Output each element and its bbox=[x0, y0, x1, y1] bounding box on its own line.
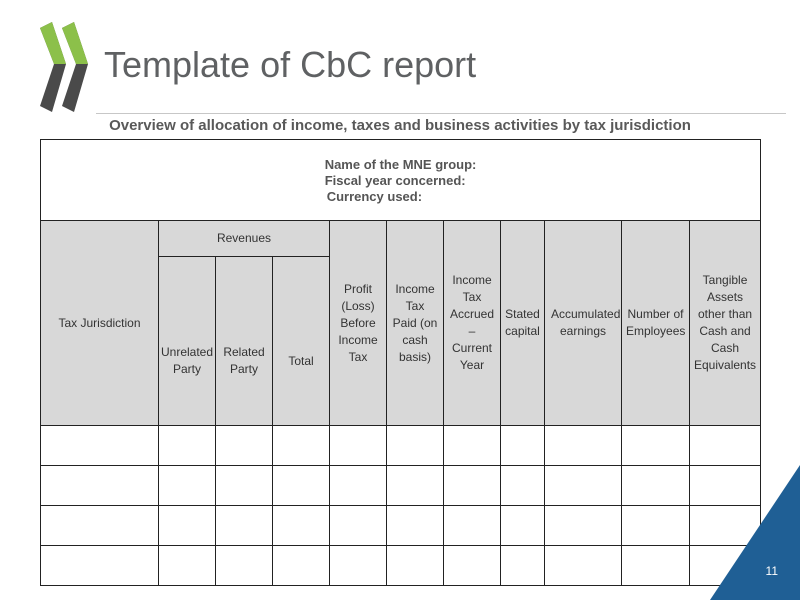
oecd-logo-icon bbox=[40, 22, 88, 112]
table-caption: Overview of allocation of income, taxes and business activities by tax jurisdiction bbox=[109, 117, 691, 134]
mne-info-cell bbox=[41, 140, 761, 221]
title-divider bbox=[96, 113, 786, 114]
page-title: Template of CbC report bbox=[104, 44, 477, 85]
col-header-income-tax-accrued: Income Tax Accrued – Current Year bbox=[444, 221, 501, 426]
corner-accent-triangle bbox=[710, 465, 800, 600]
table-row bbox=[41, 506, 761, 546]
col-header-stated-capital: Stated capital bbox=[501, 221, 545, 426]
col-header-income-tax-paid: Income Tax Paid (on cash basis) bbox=[387, 221, 444, 426]
table-row bbox=[41, 546, 761, 586]
col-header-tax-jurisdiction: Tax Jurisdiction bbox=[41, 221, 159, 426]
col-header-related-party: Related Party bbox=[216, 257, 273, 426]
table-row bbox=[41, 466, 761, 506]
col-header-accumulated-earnings: Accumulated earnings bbox=[545, 221, 622, 426]
mne-name-label: Name of the MNE group: bbox=[324, 157, 477, 172]
page-number: 11 bbox=[765, 564, 778, 578]
col-header-total: Total bbox=[273, 257, 330, 426]
col-header-profit-loss: Profit (Loss) Before Income Tax bbox=[330, 221, 387, 426]
fiscal-year-label: Fiscal year concerned: bbox=[324, 173, 466, 188]
col-header-number-of-employees: Number of Employees bbox=[622, 221, 690, 426]
col-header-revenues: Revenues bbox=[159, 221, 330, 257]
col-header-tangible-assets: Tangible Assets other than Cash and Cash Equivalents bbox=[690, 221, 761, 426]
cbc-template-table bbox=[40, 139, 761, 586]
col-header-unrelated-party: Unrelated Party bbox=[159, 257, 216, 426]
currency-label: Currency used: bbox=[326, 189, 423, 204]
table-row bbox=[41, 426, 761, 466]
